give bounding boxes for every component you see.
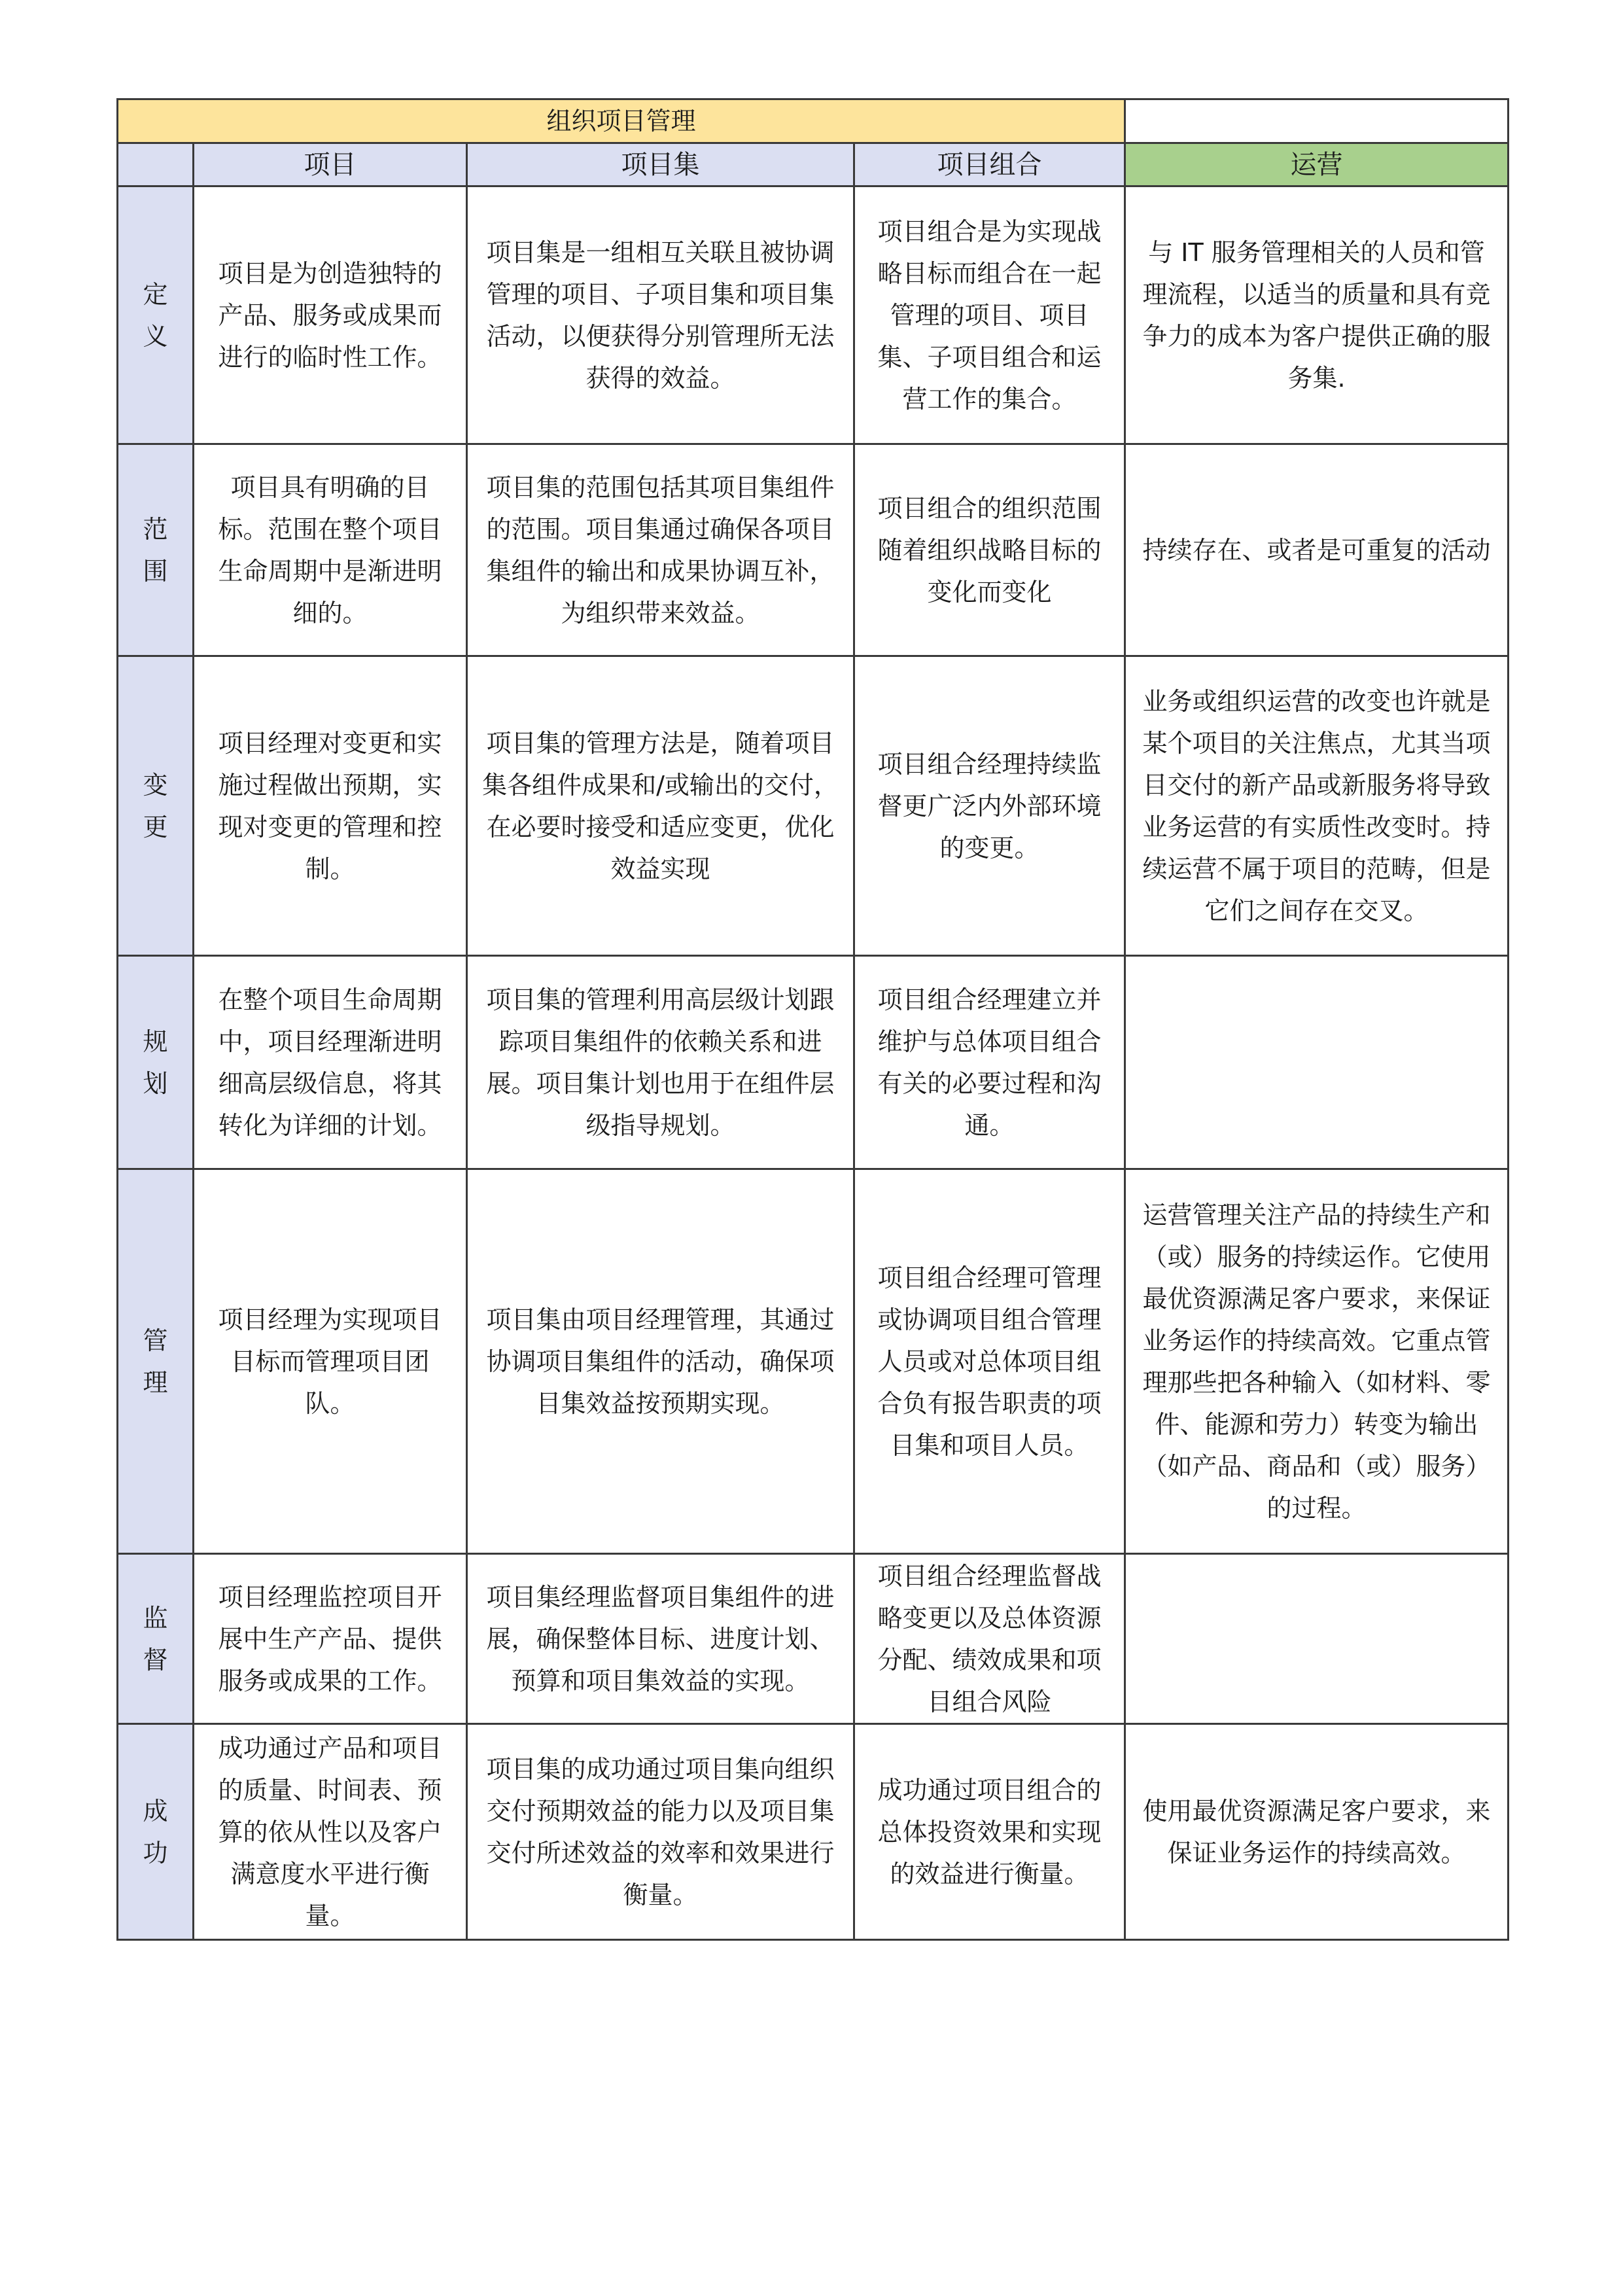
column-header-program: 项目集 [467,143,854,186]
table-cell: 项目组合经理建立并维护与总体项目组合有关的必要过程和沟通。 [854,956,1125,1169]
table-cell: 业务或组织运营的改变也许就是某个项目的关注焦点，尤其当项目交付的新产品或新服务将导致业务运营的有实质性改变时。持续运营不属于项目的范畴，但是它们之间存在交叉。 [1125,656,1509,956]
table-cell: 项目是为创造独特的产品、服务或成果而进行的临时性工作。 [194,186,467,444]
table-row-success [118,1724,1509,1940]
table-cell: 项目组合的组织范围随着组织战略目标的变化而变化 [854,444,1125,656]
table-cell: 项目经理对变更和实施过程做出预期，实现对变更的管理和控制。 [194,656,467,956]
table-cell: 成功通过项目组合的总体投资效果和实现的效益进行衡量。 [854,1724,1125,1940]
row-header-success: 成 功 [118,1724,194,1940]
row-header-monitoring: 监 督 [118,1554,194,1724]
table-cell: 与 IT 服务管理相关的人员和管理流程，以适当的质量和具有竞争力的成本为客户提供正确的服务集. [1125,186,1509,444]
table-row-change [118,656,1509,956]
table-cell [1125,956,1509,1169]
table-cell: 使用最优资源满足客户要求，来保证业务运作的持续高效。 [1125,1724,1509,1940]
row-header-management: 管 理 [118,1169,194,1554]
column-header-row [118,143,1509,186]
row-header-definition: 定 义 [118,186,194,444]
row-header-scope: 范 围 [118,444,194,656]
column-header-operations: 运营 [1125,143,1509,186]
table-cell: 项目集由项目经理管理，其通过协调项目集组件的活动，确保项目集效益按预期实现。 [467,1169,854,1554]
table-cell: 在整个项目生命周期中，项目经理渐进明细高层级信息，将其转化为详细的计划。 [194,956,467,1169]
table-row-scope [118,444,1509,656]
table-cell [1125,1554,1509,1724]
table-cell: 项目集的管理利用高层级计划跟踪项目集组件的依赖关系和进展。项目集计划也用于在组件层级指导规划。 [467,956,854,1169]
row-header-planning: 规 划 [118,956,194,1169]
org-project-management-table [116,98,1509,1941]
table-cell: 项目集是一组相互关联且被协调管理的项目、子项目集和项目集活动，以便获得分别管理所无法获得的效益。 [467,186,854,444]
table-cell: 项目集的范围包括其项目集组件的范围。项目集通过确保各项目集组件的输出和成果协调互补，为组织带来效益。 [467,444,854,656]
table-cell: 项目组合是为实现战略目标而组合在一起管理的项目、项目集、子项目组合和运营工作的集合。 [854,186,1125,444]
table-cell: 运营管理关注产品的持续生产和（或）服务的持续运作。它使用最优资源满足客户要求，来保证业务运作的持续高效。它重点管理那些把各种输入（如材料、零件、能源和劳力）转变为输出（如产品、商品和（或）服务）的过程。 [1125,1169,1509,1554]
table-title-row [118,99,1509,143]
column-header-portfolio: 项目组合 [854,143,1125,186]
column-header-project: 项目 [194,143,467,186]
table-cell: 项目集的成功通过项目集向组织交付预期效益的能力以及项目集交付所述效益的效率和效果进行衡量。 [467,1724,854,1940]
table-title: 组织项目管理 [118,99,1125,143]
table-cell: 项目具有明确的目标。范围在整个项目生命周期中是渐进明细的。 [194,444,467,656]
table-cell: 持续存在、或者是可重复的活动 [1125,444,1509,656]
table-cell: 项目集的管理方法是，随着项目集各组件成果和/或输出的交付，在必要时接受和适应变更，优化效益实现 [467,656,854,956]
table-row-monitoring [118,1554,1509,1724]
table-cell: 项目经理为实现项目目标而管理项目团队。 [194,1169,467,1554]
corner-cell [118,143,194,186]
table-cell: 项目组合经理监督战略变更以及总体资源分配、绩效成果和项目组合风险 [854,1554,1125,1724]
table-row-management [118,1169,1509,1554]
table-cell: 项目集经理监督项目集组件的进展，确保整体目标、进度计划、预算和项目集效益的实现。 [467,1554,854,1724]
table-cell: 项目组合经理持续监督更广泛内外部环境的变更。 [854,656,1125,956]
table-cell: 项目组合经理可管理或协调项目组合管理人员或对总体项目组合负有报告职责的项目集和项目人员。 [854,1169,1125,1554]
table-cell: 项目经理监控项目开展中生产产品、提供服务或成果的工作。 [194,1554,467,1724]
row-header-change: 变 更 [118,656,194,956]
table-cell: 成功通过产品和项目的质量、时间表、预算的依从性以及客户满意度水平进行衡量。 [194,1724,467,1940]
table-row-definition [118,186,1509,444]
table-row-planning [118,956,1509,1169]
empty-title-cell [1125,99,1509,143]
